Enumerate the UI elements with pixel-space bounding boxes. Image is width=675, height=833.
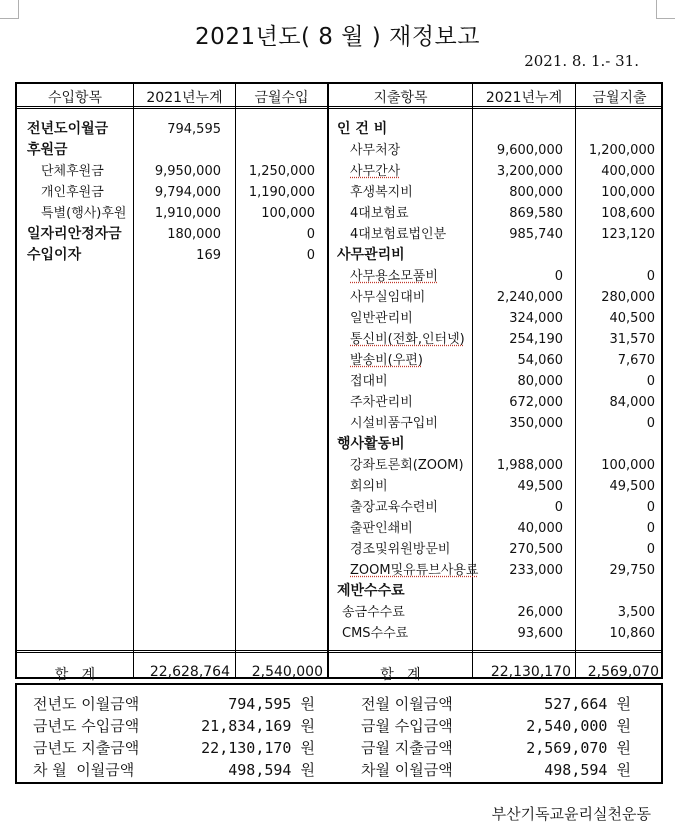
income-item-label: 일자리안정자금: [27, 226, 122, 242]
expense-item-month: 0: [646, 269, 655, 284]
expense-item-month: 7,670: [617, 353, 655, 368]
expense-item-cumulative: 49,500: [517, 479, 563, 494]
expense-item-label: 사무실임대비: [350, 290, 426, 305]
expense-item-cumulative: 26,000: [517, 605, 563, 620]
income-total-label: 합 계: [54, 667, 96, 683]
income-item-label: 특별(행사)후원: [41, 206, 127, 221]
expense-total-cumulative: 22,130,170: [490, 664, 571, 680]
expense-item-label: CMS수수료: [342, 626, 409, 641]
header-expense-item: 지출항목: [373, 90, 428, 106]
expense-item-month: 400,000: [601, 164, 655, 179]
expense-item-month: 108,600: [601, 206, 655, 221]
organization-name: 부산기독교윤리실천운동: [491, 805, 651, 823]
expense-item-label: 경조및위원방문비: [350, 542, 451, 557]
expense-item-label: 사무간사: [350, 164, 401, 179]
income-item-month: 1,190,000: [248, 185, 315, 200]
expense-item-cumulative: 270,500: [509, 542, 563, 557]
income-item-label: 개인후원금: [41, 185, 104, 200]
expense-item-month: 84,000: [609, 395, 655, 410]
expense-item-cumulative: 233,000: [509, 563, 563, 578]
summary-right-value: 2,540,000 원: [526, 717, 631, 735]
report-title: 2021년도( 8 월 ) 재정보고: [195, 24, 480, 50]
balance-summary: [15, 683, 663, 784]
income-item-label: 전년도이월금: [27, 121, 109, 137]
expense-item-label: 사무용소모품비: [350, 269, 438, 284]
summary-right-value: 527,664 원: [544, 695, 631, 713]
summary-left-value: 21,834,169 원: [201, 717, 315, 735]
expense-item-cumulative: 3,200,000: [496, 164, 563, 179]
income-item-label: 수입이자: [27, 247, 82, 263]
col-divider: [235, 84, 236, 677]
header-income-month: 금월수입: [254, 90, 309, 106]
expense-item-cumulative: 800,000: [509, 185, 563, 200]
summary-left-label: 금년도 지출금액: [33, 739, 140, 757]
summary-right-label: 금월 수입금액: [361, 717, 453, 735]
expense-item-month: 0: [646, 374, 655, 389]
expense-item-label: ZOOM및유튜브사용료: [350, 563, 479, 578]
summary-right-value: 498,594 원: [544, 761, 631, 779]
expense-item-month: 280,000: [601, 290, 655, 305]
expense-item-cumulative: 985,740: [509, 227, 563, 242]
income-item-cumulative: 1,910,000: [154, 206, 221, 221]
header-expense-month: 금월지출: [592, 90, 647, 106]
col-divider: [575, 84, 576, 677]
expense-item-month: 0: [646, 416, 655, 431]
expense-item-label: 후생복지비: [350, 185, 413, 200]
summary-right-label: 전월 이월금액: [361, 695, 453, 713]
expense-item-label: 회의비: [350, 479, 388, 494]
expense-item-month: 3,500: [617, 605, 655, 620]
income-total-month: 2,540,000: [251, 664, 323, 680]
header-expense-cumulative: 2021년누계: [485, 90, 563, 106]
income-item-label: 후원금: [27, 142, 68, 158]
expense-item-label: 출장교육수련비: [350, 500, 438, 515]
income-item-month: 100,000: [261, 206, 315, 221]
summary-left-value: 498,594 원: [228, 761, 315, 779]
summary-right-value: 2,569,070 원: [526, 739, 631, 757]
expense-item-cumulative: 672,000: [509, 395, 563, 410]
expense-item-label: 시설비품구입비: [350, 416, 438, 431]
expense-category-label: 행사활동비: [337, 436, 405, 452]
expense-item-label: 4대보험료: [350, 206, 409, 221]
expense-item-month: 10,860: [609, 626, 655, 641]
expense-item-cumulative: 1,988,000: [496, 458, 563, 473]
expense-item-cumulative: 93,600: [517, 626, 563, 641]
report-period: 2021. 8. 1.- 31.: [524, 52, 639, 70]
total-divider: [17, 650, 661, 653]
expense-item-month: 100,000: [601, 185, 655, 200]
page-corner-mark-left: [0, 0, 19, 19]
expense-item-month: 49,500: [609, 479, 655, 494]
expense-item-month: 0: [646, 521, 655, 536]
expense-item-label: 접대비: [350, 374, 388, 389]
col-divider: [133, 84, 134, 677]
expense-item-month: 0: [646, 500, 655, 515]
income-item-cumulative: 180,000: [167, 227, 221, 242]
expense-item-label: 출판인쇄비: [350, 521, 413, 536]
summary-right-label: 금월 지출금액: [361, 739, 453, 757]
expense-item-label: 강좌토론회(ZOOM): [350, 458, 464, 473]
expense-item-cumulative: 9,600,000: [496, 143, 563, 158]
income-item-cumulative: 794,595: [167, 122, 221, 137]
expense-item-month: 29,750: [609, 563, 655, 578]
expense-item-month: 100,000: [601, 458, 655, 473]
expense-total-month: 2,569,070: [587, 664, 659, 680]
expense-item-cumulative: 254,190: [509, 332, 563, 347]
summary-left-label: 전년도 이월금액: [33, 695, 140, 713]
col-divider-center: [327, 84, 329, 677]
income-total-cumulative: 22,628,764: [149, 664, 230, 680]
expense-item-month: 123,120: [601, 227, 655, 242]
header-income-cumulative: 2021년누계: [146, 90, 223, 106]
summary-left-value: 22,130,170 원: [201, 739, 315, 757]
expense-item-month: 1,200,000: [588, 143, 655, 158]
expense-item-cumulative: 869,580: [509, 206, 563, 221]
expense-item-month: 40,500: [609, 311, 655, 326]
expense-item-label: 발송비(우편): [350, 353, 423, 368]
page-corner-mark-right: [656, 0, 675, 19]
expense-item-label: 일반관리비: [350, 311, 413, 326]
expense-item-label: 4대보험료법인분: [350, 227, 447, 242]
expense-item-cumulative: 80,000: [517, 374, 563, 389]
expense-item-label: 통신비(전화,인터넷): [350, 332, 465, 347]
expense-item-month: 31,570: [609, 332, 655, 347]
expense-total-label: 합 계: [380, 667, 421, 683]
income-item-month: 1,250,000: [248, 164, 315, 179]
expense-item-cumulative: 0: [554, 500, 563, 515]
expense-item-label: 주차관리비: [350, 395, 413, 410]
expense-item-cumulative: 324,000: [509, 311, 563, 326]
expense-item-label: 사무처장: [350, 143, 401, 158]
income-item-month: 0: [306, 227, 315, 242]
expense-item-cumulative: 2,240,000: [496, 290, 563, 305]
col-divider: [472, 84, 473, 677]
income-item-cumulative: 9,794,000: [154, 185, 221, 200]
income-item-label: 단체후원금: [41, 164, 104, 179]
expense-item-cumulative: 350,000: [509, 416, 563, 431]
expense-category-label: 인 건 비: [337, 121, 388, 137]
income-item-cumulative: 169: [196, 248, 221, 263]
summary-left-label: 금년도 수입금액: [33, 717, 140, 735]
expense-item-label: 송금수수료: [342, 605, 405, 620]
expense-category-label: 제반수수료: [337, 583, 405, 599]
summary-left-label: 차 월 이월금액: [33, 761, 135, 779]
finance-table: [15, 82, 663, 683]
income-item-month: 0: [306, 248, 315, 263]
expense-item-cumulative: 54,060: [517, 353, 563, 368]
header-income-item: 수입항목: [47, 90, 103, 106]
expense-item-cumulative: 40,000: [517, 521, 563, 536]
summary-left-value: 794,595 원: [228, 695, 315, 713]
expense-category-label: 사무관리비: [337, 247, 405, 263]
income-item-cumulative: 9,950,000: [154, 164, 221, 179]
summary-right-label: 차월 이월금액: [361, 761, 453, 779]
expense-item-month: 0: [646, 542, 655, 557]
expense-item-cumulative: 0: [554, 269, 563, 284]
